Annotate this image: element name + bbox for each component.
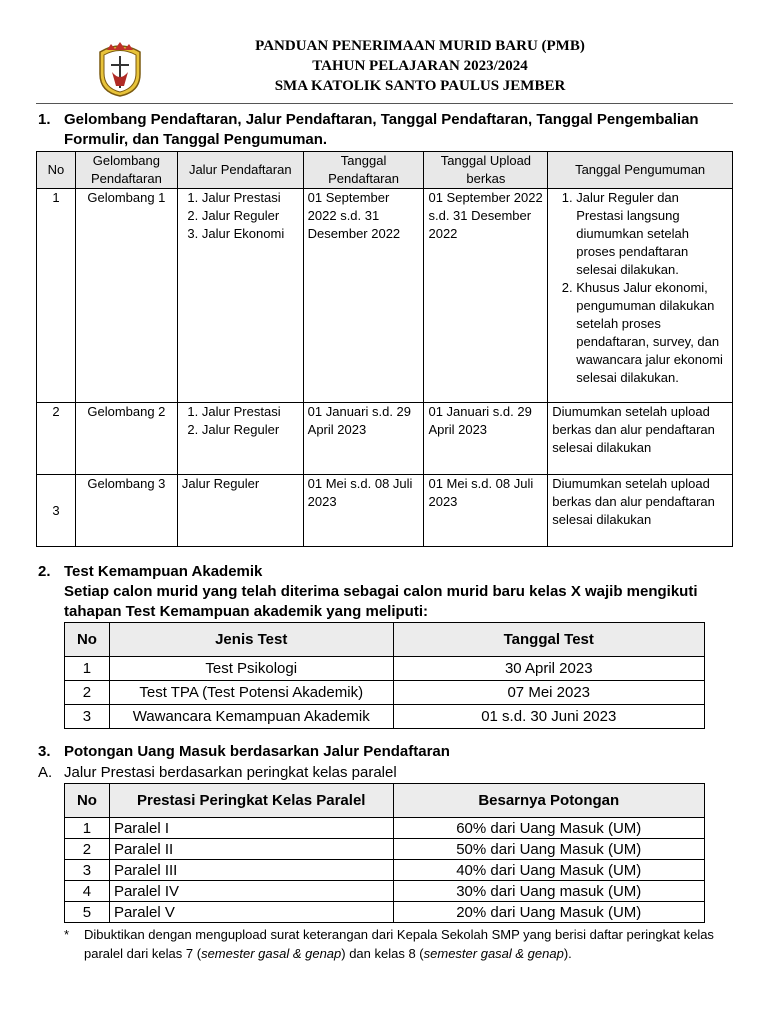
cell-jalur: Jalur Reguler	[177, 475, 303, 547]
cell-jenis-test: Wawancara Kemampuan Akademik	[109, 705, 393, 729]
header-school: SMA KATOLIK SANTO PAULUS JEMBER	[274, 78, 566, 94]
table-row	[65, 657, 705, 681]
cell-tanggal-pendaftaran: 01 September 2022 s.d. 31 Desember 2022	[303, 189, 424, 403]
jalur-list	[182, 403, 299, 439]
cell-no: 5	[65, 902, 110, 923]
section-2-intro: Setiap calon murid yang telah diterima sebagai calon murid baru kelas X wajib mengikuti tahapan Test Kemampuan akademik yang meliputi:	[64, 583, 698, 620]
cell-pengumuman: Diumumkan setelah upload berkas dan alur pendaftaran selesai dilakukan	[548, 403, 733, 475]
list-item: 1. Jalur Prestasi	[202, 403, 299, 421]
header-divider	[36, 103, 733, 104]
column-header-no: No	[65, 623, 110, 657]
footnote-emphasis-2: semester gasal & genap	[423, 946, 564, 961]
cell-tanggal-test: 30 April 2023	[393, 657, 704, 681]
academic-test-table	[64, 622, 705, 729]
cell-potongan: 20% dari Uang Masuk (UM)	[393, 902, 705, 923]
jalur-list	[182, 189, 299, 243]
table-row	[65, 681, 705, 705]
cell-no: 3	[65, 860, 110, 881]
section-2-heading	[38, 562, 738, 582]
cell-jalur	[177, 403, 303, 475]
table-row	[65, 818, 705, 839]
footnote-part-3: ).	[563, 946, 572, 961]
table-row	[37, 475, 733, 547]
table-row	[65, 860, 705, 881]
cell-no: 2	[65, 839, 110, 860]
cell-tanggal-test: 07 Mei 2023	[393, 681, 704, 705]
cell-no: 1	[37, 189, 76, 403]
footnote	[64, 925, 736, 963]
footnote-part-2: ) dan kelas 8 (	[341, 946, 424, 961]
column-header-jalur: Jalur Pendaftaran	[177, 152, 303, 189]
column-header-tanggal-pengumuman: Tanggal Pengumuman	[548, 152, 733, 189]
school-crest-logo	[95, 38, 145, 98]
cell-pengumuman	[548, 189, 733, 403]
header-title: PANDUAN PENERIMAAN MURID BARU (PMB)	[255, 38, 585, 54]
cell-potongan: 50% dari Uang Masuk (UM)	[393, 839, 705, 860]
table-row	[37, 189, 733, 403]
column-header-potongan: Besarnya Potongan	[393, 784, 705, 818]
cell-no: 3	[37, 475, 76, 547]
cell-gelombang: Gelombang 3	[75, 475, 177, 547]
cell-pengumuman: Diumumkan setelah upload berkas dan alur pendaftaran selesai dilakukan	[548, 475, 733, 547]
column-header-jenis-test: Jenis Test	[109, 623, 393, 657]
table-row	[65, 881, 705, 902]
section-1-number: 1.	[38, 111, 51, 128]
cell-potongan: 30% dari Uang masuk (UM)	[393, 881, 705, 902]
cell-peringkat: Paralel III	[109, 860, 393, 881]
cell-no: 1	[65, 657, 110, 681]
cell-no: 4	[65, 881, 110, 902]
cell-no: 1	[65, 818, 110, 839]
section-3a-label: A.	[38, 764, 53, 781]
footnote-part-1: Dibuktikan dengan mengupload surat keterangan dari Kepala Sekolah SMP yang berisi daftar peringkat kelas paralel dari kelas 7 (	[84, 927, 714, 961]
table-header-row	[65, 623, 705, 657]
header-year: TAHUN PELAJARAN 2023/2024	[312, 58, 528, 74]
cell-tanggal-pendaftaran: 01 Mei s.d. 08 Juli 2023	[303, 475, 424, 547]
cell-tanggal-upload: 01 Mei s.d. 08 Juli 2023	[424, 475, 548, 547]
column-header-tanggal-upload: Tanggal Upload berkas	[424, 152, 548, 189]
section-2-title: Test Kemampuan Akademik	[64, 563, 263, 580]
list-item: 1. Jalur Prestasi	[202, 189, 299, 207]
fee-discount-table	[64, 783, 705, 923]
list-item: 2. Khusus Jalur ekonomi, pengumuman dilakukan setelah proses pendaftaran, survey, dan wawancara jalur ekonomi selesai dilakukan.	[576, 279, 728, 387]
table-row	[65, 705, 705, 729]
section-2-number: 2.	[38, 563, 51, 580]
column-header-tanggal-pendaftaran: Tanggal Pendaftaran	[303, 152, 424, 189]
column-header-tanggal-test: Tanggal Test	[393, 623, 704, 657]
table-header-row	[65, 784, 705, 818]
column-header-gelombang: Gelombang Pendaftaran	[75, 152, 177, 189]
column-header-no: No	[65, 784, 110, 818]
cell-peringkat: Paralel V	[109, 902, 393, 923]
cell-tanggal-upload: 01 September 2022 s.d. 31 Desember 2022	[424, 189, 548, 403]
footnote-emphasis-1: semester gasal & genap	[201, 946, 342, 961]
cell-peringkat: Paralel II	[109, 839, 393, 860]
cell-jenis-test: Test TPA (Test Potensi Akademik)	[109, 681, 393, 705]
cell-gelombang: Gelombang 2	[75, 403, 177, 475]
footnote-marker: *	[64, 927, 70, 942]
section-3-heading	[38, 742, 738, 762]
cell-tanggal-pendaftaran: 01 Januari s.d. 29 April 2023	[303, 403, 424, 475]
cell-no: 2	[37, 403, 76, 475]
section-3-title: Potongan Uang Masuk berdasarkan Jalur Pendaftaran	[64, 743, 450, 760]
footnote-text	[84, 925, 736, 963]
cell-jalur	[177, 189, 303, 403]
list-item: 1. Jalur Reguler dan Prestasi langsung diumumkan setelah proses pendaftaran selesai dilakukan.	[576, 189, 728, 279]
cell-tanggal-upload: 01 Januari s.d. 29 April 2023	[424, 403, 548, 475]
pengumuman-list	[552, 189, 728, 387]
section-3a-title: Jalur Prestasi berdasarkan peringkat kelas paralel	[64, 764, 397, 781]
registration-schedule-table	[36, 151, 733, 547]
cell-no: 3	[65, 705, 110, 729]
list-item: 2. Jalur Reguler	[202, 421, 299, 439]
cell-gelombang: Gelombang 1	[75, 189, 177, 403]
list-item: 3. Jalur Ekonomi	[202, 225, 299, 243]
column-header-no: No	[37, 152, 76, 189]
table-header-row	[37, 152, 733, 189]
section-1-heading	[38, 110, 738, 150]
cell-no: 2	[65, 681, 110, 705]
cell-peringkat: Paralel I	[109, 818, 393, 839]
cell-tanggal-test: 01 s.d. 30 Juni 2023	[393, 705, 704, 729]
document-header	[170, 36, 670, 96]
section-3-number: 3.	[38, 743, 51, 760]
list-item: 2. Jalur Reguler	[202, 207, 299, 225]
column-header-peringkat: Prestasi Peringkat Kelas Paralel	[109, 784, 393, 818]
cell-jenis-test: Test Psikologi	[109, 657, 393, 681]
cell-peringkat: Paralel IV	[109, 881, 393, 902]
table-row	[65, 902, 705, 923]
cell-potongan: 60% dari Uang Masuk (UM)	[393, 818, 705, 839]
section-1-title: Gelombang Pendaftaran, Jalur Pendaftaran, Tanggal Pendaftaran, Tanggal Pengembalian Formulir, dan Tanggal Pengumuman.	[64, 111, 699, 148]
cell-potongan: 40% dari Uang Masuk (UM)	[393, 860, 705, 881]
table-row	[37, 403, 733, 475]
table-row	[65, 839, 705, 860]
